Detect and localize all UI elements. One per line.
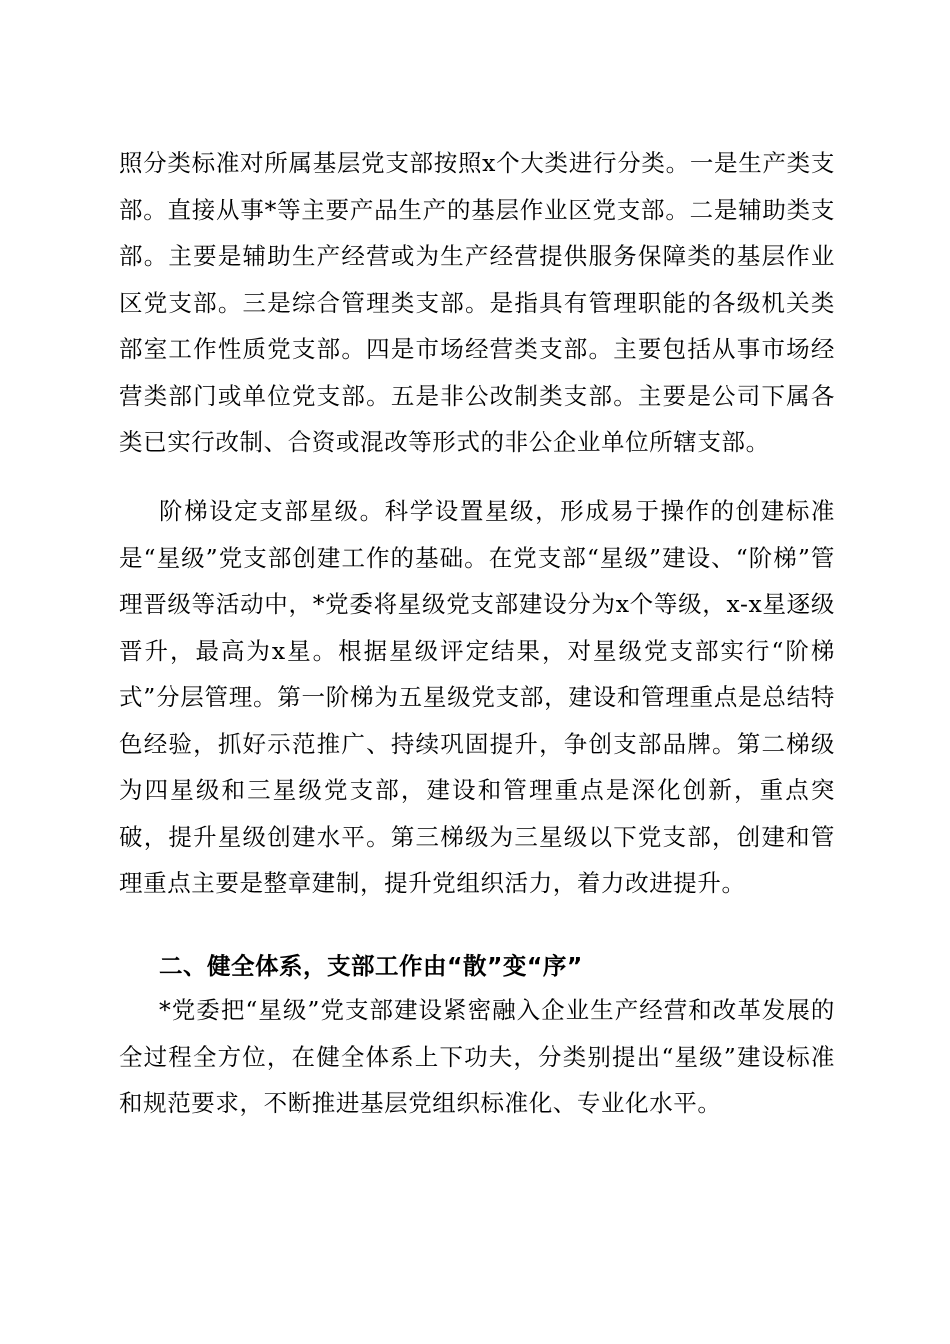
section-heading-2: 二、健全体系，支部工作由“散”变“序” [159,952,583,980]
body-paragraph-star-levels: 阶梯设定支部星级。科学设置星级，形成易于操作的创建标准是“星级”党支部创建工作的基础。在党支部“星级”建设、“阶梯”管理晋级等活动中，*党委将星级党支部建设分为x个等级，x-x星逐级晋升，最高为x星。根据星级评定结果，对星级党支部实行“阶梯式”分层管理。第一阶梯为五星级党支部，建设和管理重点是总结特色经验，抓好示范推广、持续巩固提升，争创支部品牌。第二梯级为四星级和三星级党支部，建设和管理重点是深化创新，重点突破，提升星级创建水平。第三梯级为三星级以下党支部，创建和管理重点主要是整章建制，提升党组织活力，着力改进提升。 [119,497,835,897]
body-paragraph-system: *党委把“星级”党支部建设紧密融入企业生产经营和改革发展的全过程全方位，在健全体系上下功夫，分类别提出“星级”建设标准和规范要求，不断推进基层党组织标准化、专业化水平。 [119,996,835,1117]
body-paragraph-classification: 照分类标准对所属基层党支部按照x个大类进行分类。一是生产类支部。直接从事*等主要产品生产的基层作业区党支部。二是辅助类支部。主要是辅助生产经营或为生产经营提供服务保障类的基层作业区党支部。三是综合管理类支部。是指具有管理职能的各级机关类部室工作性质党支部。四是市场经营类支部。主要包括从事市场经营类部门或单位党支部。五是非公改制类支部。主要是公司下属各类已实行改制、合资或混改等形式的非公企业单位所辖支部。 [119,149,835,456]
